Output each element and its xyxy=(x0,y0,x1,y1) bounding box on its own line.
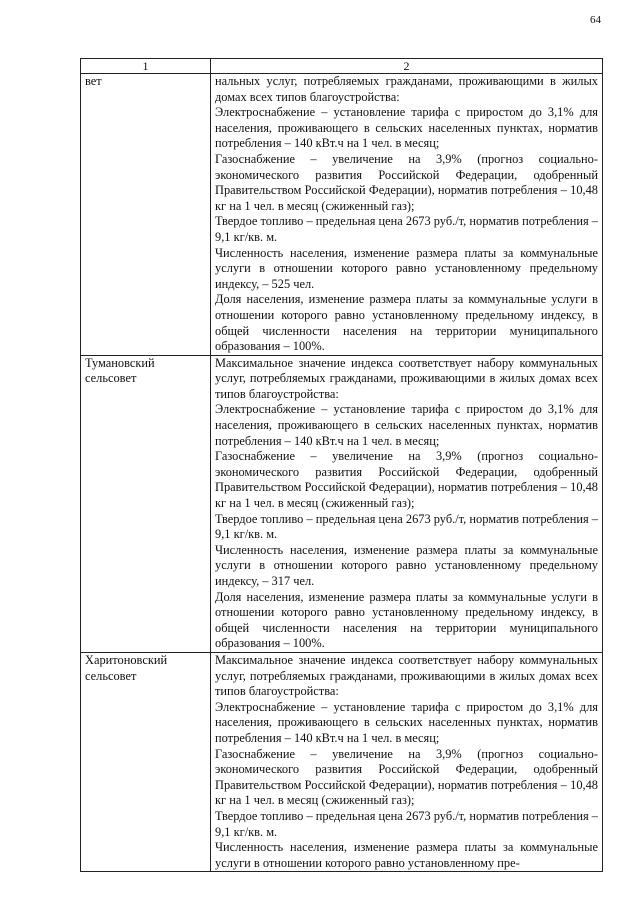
paragraph: Твердое топливо – предельная цена 2673 руб./т, норматив потребления – 9,1 кг/кв. м. xyxy=(215,808,598,839)
paragraph: Электроснабжение – установление тарифа с приростом до 3,1% для населения, проживающего в сельских населенных пунктах, норматив потребления – 140 кВт.ч на 1 чел. в месяц; xyxy=(215,402,598,448)
municipality-name: Тумановский сельсовет xyxy=(81,355,211,652)
paragraph: Газоснабжение – увеличение на 3,9% (прогноз социально-экономического развития Российской Федерации, одобренный Правительством Российской Федерации), норматив потребления – 10,48 кг на 1 чел. в месяц (сжиженный газ); xyxy=(215,449,598,511)
column-header-2: 2 xyxy=(211,59,603,74)
column-header-1: 1 xyxy=(81,59,211,74)
table-row xyxy=(81,355,603,652)
page-number: 64 xyxy=(590,14,601,26)
paragraph: Численность населения, изменение размера платы за коммунальные услуги в отношении которого равно установленному предельному индексу, – 317 чел. xyxy=(215,542,598,588)
paragraph: Электроснабжение – установление тарифа с приростом до 3,1% для населения, проживающего в сельских населенных пунктах, норматив потребления – 140 кВт.ч на 1 чел. в месяц; xyxy=(215,699,598,745)
paragraph: нальных услуг, потребляемых гражданами, проживающими в жилых домах всех типов благоустройства: xyxy=(215,74,598,104)
paragraph: Максимальное значение индекса соответствует набору коммунальных услуг, потребляемых гражданами, проживающими в жилых домах всех типов благоустройства: xyxy=(215,355,598,401)
paragraph: Газоснабжение – увеличение на 3,9% (прогноз социально-экономического развития Российской Федерации, одобренный Правительством Российской Федерации), норматив потребления – 10,48 кг на 1 чел. в месяц (сжиженный газ); xyxy=(215,151,598,213)
row-description xyxy=(211,355,603,652)
paragraph: Максимальное значение индекса соответствует набору коммунальных услуг, потребляемых гражданами, проживающими в жилых домах всех типов благоустройства: xyxy=(215,652,598,699)
paragraph: Твердое топливо – предельная цена 2673 руб./т, норматив потребления – 9,1 кг/кв. м. xyxy=(215,214,598,244)
paragraph: Твердое топливо – предельная цена 2673 руб./т, норматив потребления – 9,1 кг/кв. м. xyxy=(215,511,598,542)
table-row xyxy=(81,652,603,871)
tariff-table xyxy=(80,58,603,872)
row-description xyxy=(211,652,603,871)
paragraph: Численность населения, изменение размера платы за коммунальные услуги в отношении которого равно установленному предельному индексу, – 525 чел. xyxy=(215,245,598,291)
paragraph: Численность населения, изменение размера платы за коммунальные услуги в отношении которого равно установленному пре- xyxy=(215,840,598,870)
row-description xyxy=(211,74,603,356)
table-row xyxy=(81,74,603,356)
municipality-name: вет xyxy=(81,74,211,356)
paragraph: Электроснабжение – установление тарифа с приростом до 3,1% для населения, проживающего в сельских населенных пунктах, норматив потребления – 140 кВт.ч на 1 чел. в месяц; xyxy=(215,105,598,151)
table-header xyxy=(81,59,603,74)
municipality-name: Харитоновский сельсовет xyxy=(81,652,211,871)
paragraph: Газоснабжение – увеличение на 3,9% (прогноз социально-экономического развития Российской Федерации, одобренный Правительством Российской Федерации), норматив потребления – 10,48 кг на 1 чел. в месяц (сжиженный газ); xyxy=(215,746,598,808)
paragraph: Доля населения, изменение размера платы за коммунальные услуги в отношении которого равно установленному предельному индексу, в общей численности населения на территории муниципального образования – 100%. xyxy=(215,589,598,651)
paragraph: Доля населения, изменение размера платы за коммунальные услуги в отношении которого равно установленному предельному индексу, в общей численности населения на территории муниципального образования – 100%. xyxy=(215,292,598,354)
